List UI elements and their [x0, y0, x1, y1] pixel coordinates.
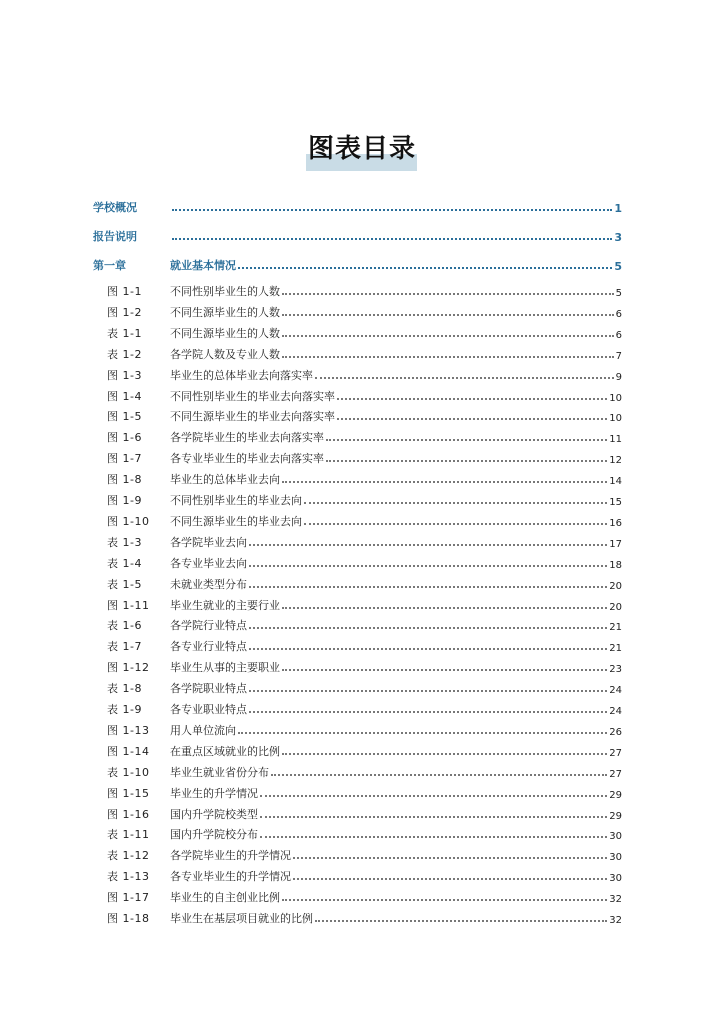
- toc-entry-title: 各学院毕业去向: [170, 536, 247, 549]
- toc-entry-label: 表 1-9: [107, 701, 170, 717]
- toc-entry-title: 毕业生的升学情况: [170, 787, 258, 800]
- toc-entry-title: 各专业毕业生的毕业去向落实率: [170, 452, 324, 465]
- toc-page-number: 30: [609, 852, 622, 863]
- toc-leader-dots: [249, 559, 607, 567]
- toc-leader-dots: [326, 454, 607, 462]
- toc-page-number: 17: [609, 539, 622, 550]
- toc-page-number: 32: [609, 894, 622, 905]
- toc-entry-title: 各学院行业特点: [170, 619, 247, 632]
- toc-entry-title: 国内升学院校分布: [170, 828, 258, 841]
- toc-page-number: 14: [609, 476, 622, 487]
- toc-leader-dots: [304, 517, 607, 525]
- toc-page-number: 3: [614, 231, 622, 244]
- toc-entry-title: 不同性别毕业生的人数: [170, 285, 280, 298]
- toc-entry-label: 表 1-11: [107, 826, 170, 842]
- toc-leader-dots: [172, 232, 612, 240]
- toc-leader-dots: [282, 893, 607, 901]
- toc-entry-label: 学校概况: [93, 199, 170, 215]
- toc-entry-label: 图 1-2: [107, 304, 170, 320]
- toc-entry[interactable]: [107, 634, 622, 654]
- toc-entry-label: 图 1-16: [107, 806, 170, 822]
- toc-leader-dots: [282, 287, 614, 295]
- toc-page-number: 6: [615, 309, 622, 320]
- toc-leader-dots: [260, 810, 607, 818]
- toc-page-number: 12: [609, 455, 622, 466]
- toc-page-number: 10: [609, 413, 622, 424]
- title-block: [0, 128, 724, 174]
- toc-entry-label: 表 1-2: [107, 346, 170, 362]
- toc-page-number: 18: [609, 560, 622, 571]
- toc-entry-label: 表 1-5: [107, 576, 170, 592]
- toc-entry-title: 未就业类型分布: [170, 578, 247, 591]
- toc-leader-dots: [282, 350, 614, 358]
- toc-entry[interactable]: [107, 467, 622, 487]
- toc-entry-label: 表 1-7: [107, 638, 170, 654]
- toc-entry[interactable]: [107, 739, 622, 759]
- toc-page-number: 29: [609, 790, 622, 801]
- toc-entry-title: 各学院毕业生的毕业去向落实率: [170, 431, 324, 444]
- toc-entry[interactable]: [107, 593, 622, 613]
- toc-entry-label: 表 1-10: [107, 764, 170, 780]
- toc-entry[interactable]: [107, 509, 622, 529]
- toc-leader-dots: [249, 684, 607, 692]
- toc-section-2[interactable]: [93, 224, 622, 244]
- toc-entry[interactable]: [107, 781, 622, 801]
- toc-leader-dots: [337, 392, 607, 400]
- toc-entry-title: 毕业生的自主创业比例: [170, 891, 280, 904]
- toc-entry-label: 图 1-6: [107, 429, 170, 445]
- toc-leader-dots: [315, 371, 614, 379]
- toc-leader-dots: [337, 412, 607, 420]
- toc-page-number: 15: [609, 497, 622, 508]
- toc-entry-title: 不同性别毕业生的毕业去向: [170, 494, 302, 507]
- toc-page-number: 26: [609, 727, 622, 738]
- toc-leader-dots: [282, 475, 607, 483]
- toc-entry-label: 图 1-9: [107, 492, 170, 508]
- toc-entry-title: 各学院毕业生的升学情况: [170, 849, 291, 862]
- toc-leader-dots: [260, 830, 607, 838]
- toc-entry-title: 各专业行业特点: [170, 640, 247, 653]
- toc-entry-label: 表 1-1: [107, 325, 170, 341]
- toc-entry[interactable]: [107, 718, 622, 738]
- toc-entry-title: 用人单位流向: [170, 724, 236, 737]
- toc-entry[interactable]: [107, 363, 622, 383]
- toc-entry-title: 不同生源毕业生的毕业去向: [170, 515, 302, 528]
- toc-leader-dots: [293, 851, 607, 859]
- toc-entry-title: 不同性别毕业生的毕业去向落实率: [170, 390, 335, 403]
- toc-entry-title: 在重点区域就业的比例: [170, 745, 280, 758]
- toc-page-number: 27: [609, 748, 622, 759]
- toc-page-number: 9: [615, 372, 622, 383]
- toc-entry-title: 各学院人数及专业人数: [170, 348, 280, 361]
- toc-section-3[interactable]: [93, 253, 622, 273]
- toc-page-number: 21: [609, 622, 622, 633]
- toc-leader-dots: [271, 768, 607, 776]
- toc-leader-dots: [282, 747, 607, 755]
- toc-leader-dots: [249, 705, 607, 713]
- toc-leader-dots: [282, 308, 614, 316]
- toc-page-number: 7: [615, 351, 622, 362]
- toc-entry[interactable]: [107, 613, 622, 633]
- toc-entry-title: 毕业生就业省份分布: [170, 766, 269, 779]
- toc-entry-label: 第一章: [93, 257, 170, 273]
- toc-entry-title: 各学院职业特点: [170, 682, 247, 695]
- toc-leader-dots: [293, 872, 607, 880]
- toc-entry[interactable]: [107, 843, 622, 863]
- toc-entry[interactable]: [107, 676, 622, 696]
- toc-page-number: 23: [609, 664, 622, 675]
- toc-section-1[interactable]: [93, 195, 622, 215]
- toc-entry-label: 图 1-11: [107, 597, 170, 613]
- toc-page-number: 6: [615, 330, 622, 341]
- toc-entry[interactable]: [107, 488, 622, 508]
- toc-entry-label: 表 1-6: [107, 617, 170, 633]
- toc-entry-label: 图 1-10: [107, 513, 170, 529]
- toc-leader-dots: [238, 261, 612, 269]
- toc-entry-label: 图 1-15: [107, 785, 170, 801]
- toc-entry-title: 各专业毕业生的升学情况: [170, 870, 291, 883]
- toc-entry[interactable]: [107, 906, 622, 926]
- toc-entry-label: 表 1-13: [107, 868, 170, 884]
- toc-entry-label: 图 1-13: [107, 722, 170, 738]
- toc-entry-label: 图 1-12: [107, 659, 170, 675]
- toc-entry[interactable]: [107, 321, 622, 341]
- toc-page-number: 21: [609, 643, 622, 654]
- toc-entry[interactable]: [107, 822, 622, 842]
- toc-page-number: 16: [609, 518, 622, 529]
- toc-entry-title: 各专业毕业去向: [170, 557, 247, 570]
- toc-leader-dots: [326, 433, 607, 441]
- toc-page-number: 24: [609, 706, 622, 717]
- toc-leader-dots: [249, 580, 607, 588]
- toc-entry-label: 图 1-8: [107, 471, 170, 487]
- toc-entry[interactable]: [107, 655, 622, 675]
- toc-entry-label: 表 1-3: [107, 534, 170, 550]
- toc-leader-dots: [304, 496, 607, 504]
- toc-page-number: 10: [609, 393, 622, 404]
- toc-entry[interactable]: [107, 530, 622, 550]
- toc-page-number: 32: [609, 915, 622, 926]
- toc-entry-title: 不同生源毕业生的人数: [170, 327, 280, 340]
- toc-entry[interactable]: [107, 864, 622, 884]
- toc-entry-title: 毕业生的总体毕业去向落实率: [170, 369, 313, 382]
- toc-entry-label: 图 1-5: [107, 408, 170, 424]
- toc-leader-dots: [249, 621, 607, 629]
- toc-entry-label: 表 1-12: [107, 847, 170, 863]
- toc-page-number: 1: [614, 202, 622, 215]
- toc-entry-title: 国内升学院校类型: [170, 808, 258, 821]
- toc-page-number: 29: [609, 811, 622, 822]
- toc-page-number: 30: [609, 831, 622, 842]
- toc-entry[interactable]: [107, 279, 622, 299]
- toc-page-number: 24: [609, 685, 622, 696]
- toc-leader-dots: [282, 329, 614, 337]
- toc-leader-dots: [249, 538, 607, 546]
- toc-entry-label: 表 1-8: [107, 680, 170, 696]
- toc-page-number: 11: [609, 434, 622, 445]
- page-title: 图表目录: [307, 134, 416, 164]
- toc-page-number: 27: [609, 769, 622, 780]
- toc-entry[interactable]: [107, 572, 622, 592]
- toc-entry-label: 表 1-4: [107, 555, 170, 571]
- toc-entry[interactable]: [107, 404, 622, 424]
- toc-entry[interactable]: [107, 425, 622, 445]
- toc-leader-dots: [249, 642, 607, 650]
- toc-entry-label: 图 1-1: [107, 283, 170, 299]
- toc-entry[interactable]: [107, 697, 622, 717]
- toc-entry[interactable]: [107, 885, 622, 905]
- toc-entry-label: 图 1-18: [107, 910, 170, 926]
- toc-page-number: 5: [614, 260, 622, 273]
- toc-entry-label: 图 1-7: [107, 450, 170, 466]
- toc-leader-dots: [282, 601, 607, 609]
- toc-entry-title: 毕业生就业的主要行业: [170, 599, 280, 612]
- toc-entry-label: 图 1-17: [107, 889, 170, 905]
- toc-entry-label: 图 1-4: [107, 388, 170, 404]
- toc-entry[interactable]: [107, 446, 622, 466]
- toc-page-number: 20: [609, 581, 622, 592]
- toc-entry-title: 毕业生从事的主要职业: [170, 661, 280, 674]
- toc-entry-label: 报告说明: [93, 228, 170, 244]
- toc-leader-dots: [315, 914, 607, 922]
- toc-page-number: 5: [615, 288, 622, 299]
- toc-entry[interactable]: [107, 551, 622, 571]
- toc-entry[interactable]: [107, 342, 622, 362]
- toc-entry-label: 图 1-3: [107, 367, 170, 383]
- toc-page-number: 30: [609, 873, 622, 884]
- toc-entry-title: 各专业职业特点: [170, 703, 247, 716]
- toc-entry-title: 不同生源毕业生的人数: [170, 306, 280, 319]
- toc-entry-title: 就业基本情况: [170, 259, 236, 272]
- toc-leader-dots: [282, 663, 607, 671]
- toc-leader-dots: [238, 726, 607, 734]
- toc-entry-title: 不同生源毕业生的毕业去向落实率: [170, 410, 335, 423]
- toc-entry-title: 毕业生的总体毕业去向: [170, 473, 280, 486]
- toc-entry[interactable]: [107, 760, 622, 780]
- toc-entry[interactable]: [107, 384, 622, 404]
- toc-entry[interactable]: [107, 802, 622, 822]
- toc-page-number: 20: [609, 602, 622, 613]
- toc-entry-label: 图 1-14: [107, 743, 170, 759]
- toc-entry-title: 毕业生在基层项目就业的比例: [170, 912, 313, 925]
- toc-leader-dots: [260, 789, 607, 797]
- toc-entry[interactable]: [107, 300, 622, 320]
- toc-leader-dots: [172, 203, 612, 211]
